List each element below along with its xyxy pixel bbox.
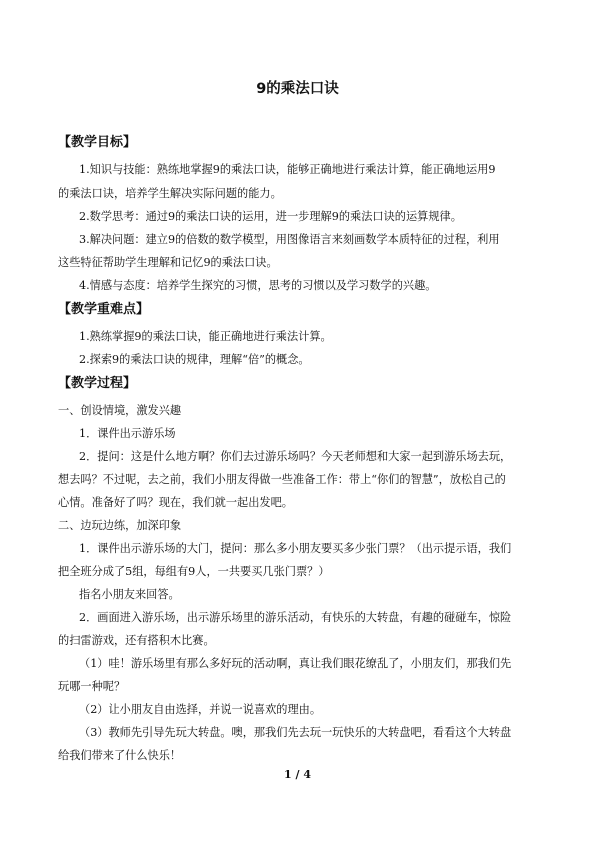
paragraph-line: 2．画面进入游乐场，出示游乐场里的游乐活动，有快乐的大转盘，有趣的碰碰车，惊险 <box>79 611 512 624</box>
paragraph-line: 的乘法口诀，培养学生解决实际问题的能力。 <box>58 187 282 200</box>
paragraph-line: 心情。准备好了吗？现在，我们就一起出发吧。 <box>58 496 293 509</box>
document-title: 9的乘法口诀 <box>256 81 339 97</box>
paragraph-line: 指名小朋友来回答。 <box>79 588 180 601</box>
section-heading-key-points: 【教学重难点】 <box>58 302 150 317</box>
paragraph-line: 2.数学思考：通过9的乘法口诀的运用，进一步理解9的乘法口诀的运算规律。 <box>79 210 462 223</box>
paragraph-line: 玩哪一种呢？ <box>58 680 126 693</box>
section-heading-goals: 【教学目标】 <box>58 135 137 150</box>
paragraph-line: 4.情感与态度：培养学生探究的习惯，思考的习惯以及学习数学的兴趣。 <box>79 279 437 292</box>
paragraph-line: 给我们带来了什么快乐！ <box>58 749 182 762</box>
paragraph-line: （2）让小朋友自由选择，并说一说喜欢的理由。 <box>79 703 322 716</box>
paragraph-line: 想去吗？不过呢，去之前，我们小朋友得做一些准备工作：带上“你们的智慧”，放松自己的 <box>58 473 506 486</box>
section-heading-process: 【教学过程】 <box>58 376 137 391</box>
paragraph-line: 的扫雷游戏，还有搭积木比赛。 <box>58 634 215 647</box>
paragraph-line: （3）教师先引导先玩大转盘。噢，那我们先去玩一玩快乐的大转盘吧，看看这个大转盘 <box>79 726 512 739</box>
paragraph-line: 2.探索9的乘法口诀的规律，理解“倍”的概念。 <box>79 353 310 366</box>
paragraph-line: 1．课件出示游乐场 <box>79 427 176 440</box>
paragraph-line: 1.知识与技能：熟练地掌握9的乘法口诀，能够正确地进行乘法计算，能正确地运用9 <box>79 163 496 176</box>
paragraph-line: 二、边玩边练，加深印象 <box>58 519 182 532</box>
page-number: 1 / 4 <box>284 768 311 781</box>
paragraph-line: 一、创设情境，激发兴趣 <box>58 404 182 417</box>
paragraph-line: 2．提问：这是什么地方啊？你们去过游乐场吗？今天老师想和大家一起到游乐场去玩， <box>79 450 512 463</box>
paragraph-line: （1）哇！游乐场里有那么多好玩的活动啊，真让我们眼花缭乱了，小朋友们，那我们先 <box>79 657 512 670</box>
paragraph-line: 把全班分成了5组，每组有9人，一共要买几张门票？） <box>58 565 330 578</box>
paragraph-line: 这些特征帮助学生理解和记忆9的乘法口诀。 <box>58 256 278 269</box>
paragraph-line: 1.熟练掌握9的乘法口诀，能正确地进行乘法计算。 <box>79 330 332 343</box>
paragraph-line: 3.解决问题：建立9的倍数的数学模型，用图像语言来刻画数学本质特征的过程，利用 <box>79 233 500 246</box>
paragraph-line: 1．课件出示游乐场的大门，提问：那么多小朋友要买多少张门票？（出示提示语，我们 <box>79 542 512 555</box>
